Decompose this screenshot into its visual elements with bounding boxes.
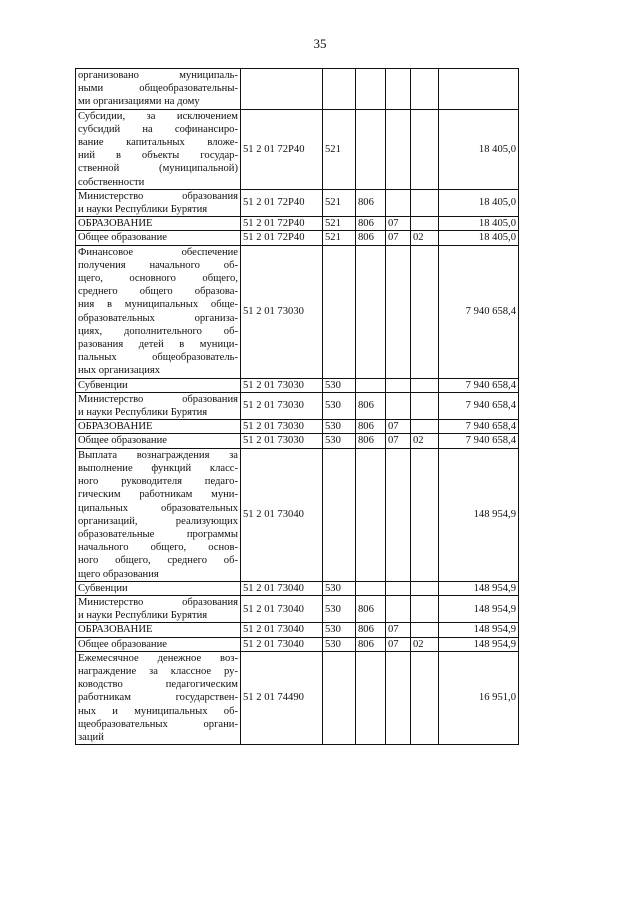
subsection-cell <box>411 420 439 434</box>
table-row <box>76 623 519 637</box>
item-name-cell <box>76 392 241 419</box>
code-cell: 51 2 01 74490 <box>241 651 323 744</box>
expense-type-cell <box>323 448 356 581</box>
amount-cell: 18 405,0 <box>439 231 519 245</box>
expense-type-cell: 530 <box>323 581 356 595</box>
amount-cell: 7 940 658,4 <box>439 434 519 448</box>
expense-type-cell: 521 <box>323 231 356 245</box>
item-name-line: выполнение функций класс- <box>78 462 238 474</box>
item-name-cell <box>76 245 241 378</box>
item-name-line: образовательные программы <box>78 528 238 540</box>
ministry-code-cell <box>356 69 386 110</box>
table-row <box>76 448 519 581</box>
section-cell: 07 <box>386 637 411 651</box>
subsection-cell <box>411 109 439 189</box>
item-name-line: среднего общего образова- <box>78 286 238 298</box>
table-row <box>76 392 519 419</box>
ministry-code-cell <box>356 378 386 392</box>
table-row <box>76 581 519 595</box>
budget-table-body <box>76 69 519 745</box>
ministry-code-cell: 806 <box>356 637 386 651</box>
ministry-code-cell: 806 <box>356 420 386 434</box>
item-name-line: Министерство образования <box>78 190 238 202</box>
item-name-cell <box>76 637 241 651</box>
item-name-line: субсидий на софинансиро- <box>78 123 238 135</box>
ministry-code-cell: 806 <box>356 595 386 622</box>
expense-type-cell: 530 <box>323 378 356 392</box>
section-cell <box>386 189 411 216</box>
table-row <box>76 189 519 216</box>
item-name-cell <box>76 189 241 216</box>
item-name-line: ных и муниципальных об- <box>78 705 238 717</box>
table-row <box>76 217 519 231</box>
table-row <box>76 245 519 378</box>
item-name-cell <box>76 109 241 189</box>
item-name-cell <box>76 420 241 434</box>
subsection-cell <box>411 595 439 622</box>
subsection-cell <box>411 245 439 378</box>
item-name-line: ОБРАЗОВАНИЕ <box>78 421 153 433</box>
item-name-line: ными общеобразовательны- <box>78 83 238 95</box>
section-cell: 07 <box>386 420 411 434</box>
amount-cell <box>439 69 519 110</box>
amount-cell: 7 940 658,4 <box>439 245 519 378</box>
item-name-line: ственной (муниципальной) <box>78 163 238 175</box>
item-name-line: организаций, реализующих <box>78 515 238 527</box>
table-row <box>76 231 519 245</box>
amount-cell: 16 951,0 <box>439 651 519 744</box>
subsection-cell <box>411 392 439 419</box>
expense-type-cell: 530 <box>323 392 356 419</box>
item-name-line: ния в муниципальных обще- <box>78 299 238 311</box>
item-name-line: ных организациях <box>78 365 161 377</box>
item-name-line: Выплата вознаграждения за <box>78 449 238 461</box>
table-row <box>76 378 519 392</box>
ministry-code-cell <box>356 245 386 378</box>
item-name-cell <box>76 651 241 744</box>
ministry-code-cell <box>356 651 386 744</box>
section-cell <box>386 595 411 622</box>
code-cell: 51 2 01 73040 <box>241 637 323 651</box>
item-name-line: циях, дополнительного об- <box>78 325 238 337</box>
subsection-cell <box>411 581 439 595</box>
item-name-line: организовано муниципаль- <box>78 70 238 81</box>
item-name-line: получения начального об- <box>78 259 238 271</box>
item-name-line: Общее образование <box>78 638 167 650</box>
subsection-cell: 02 <box>411 231 439 245</box>
item-name-line: ми организациями на дому <box>78 96 200 108</box>
item-name-line: ципальных образовательных <box>78 502 238 514</box>
expense-type-cell: 530 <box>323 595 356 622</box>
budget-table <box>75 68 519 745</box>
code-cell: 51 2 01 73030 <box>241 434 323 448</box>
code-cell: 51 2 01 73040 <box>241 623 323 637</box>
subsection-cell: 02 <box>411 637 439 651</box>
table-row <box>76 651 519 744</box>
amount-cell: 7 940 658,4 <box>439 420 519 434</box>
ministry-code-cell: 806 <box>356 217 386 231</box>
item-name-line: щего, основного общего, <box>78 273 238 285</box>
amount-cell: 18 405,0 <box>439 189 519 216</box>
section-cell <box>386 651 411 744</box>
section-cell <box>386 392 411 419</box>
item-name-line: образовательных организа- <box>78 312 238 324</box>
item-name-line: щеобразовательных органи- <box>78 718 238 730</box>
item-name-line: и науки Республики Бурятия <box>78 610 208 622</box>
code-cell: 51 2 01 73040 <box>241 581 323 595</box>
ministry-code-cell: 806 <box>356 623 386 637</box>
item-name-cell <box>76 378 241 392</box>
item-name-line: Субвенции <box>78 582 128 594</box>
item-name-line: щего образования <box>78 568 159 580</box>
expense-type-cell: 521 <box>323 217 356 231</box>
ministry-code-cell <box>356 581 386 595</box>
table-row <box>76 595 519 622</box>
page-number: 35 <box>313 36 327 51</box>
table-row <box>76 109 519 189</box>
code-cell: 51 2 01 72Р40 <box>241 217 323 231</box>
amount-cell: 148 954,9 <box>439 448 519 581</box>
item-name-line: ОБРАЗОВАНИЕ <box>78 218 153 230</box>
item-name-line: награждение за классное ру- <box>78 665 238 677</box>
section-cell <box>386 448 411 581</box>
item-name-line: ОБРАЗОВАНИЕ <box>78 624 153 636</box>
expense-type-cell: 521 <box>323 189 356 216</box>
expense-type-cell <box>323 69 356 110</box>
table-row <box>76 434 519 448</box>
item-name-cell <box>76 448 241 581</box>
item-name-line: Общее образование <box>78 435 167 447</box>
expense-type-cell: 530 <box>323 434 356 448</box>
item-name-cell <box>76 217 241 231</box>
item-name-line: ного руководителя педаго- <box>78 476 238 488</box>
subsection-cell <box>411 651 439 744</box>
amount-cell: 148 954,9 <box>439 623 519 637</box>
code-cell: 51 2 01 73040 <box>241 595 323 622</box>
subsection-cell <box>411 623 439 637</box>
expense-type-cell: 530 <box>323 420 356 434</box>
item-name-cell <box>76 231 241 245</box>
code-cell: 51 2 01 73030 <box>241 378 323 392</box>
item-name-line: и науки Республики Бурятия <box>78 204 208 216</box>
subsection-cell <box>411 217 439 231</box>
item-name-line: Общее образование <box>78 232 167 244</box>
amount-cell: 7 940 658,4 <box>439 378 519 392</box>
section-cell <box>386 581 411 595</box>
item-name-line: Финансовое обеспечение <box>78 246 238 258</box>
ministry-code-cell: 806 <box>356 231 386 245</box>
expense-type-cell <box>323 651 356 744</box>
expense-type-cell: 521 <box>323 109 356 189</box>
expense-type-cell: 530 <box>323 637 356 651</box>
table-row <box>76 69 519 110</box>
item-name-line: гическим работникам муни- <box>78 489 238 501</box>
subsection-cell <box>411 378 439 392</box>
item-name-cell <box>76 69 241 110</box>
ministry-code-cell: 806 <box>356 392 386 419</box>
code-cell: 51 2 01 73030 <box>241 420 323 434</box>
subsection-cell: 02 <box>411 434 439 448</box>
section-cell: 07 <box>386 231 411 245</box>
item-name-line: Субсидии, за исключением <box>78 110 238 122</box>
item-name-line: работникам государствен- <box>78 692 238 704</box>
code-cell: 51 2 01 73030 <box>241 392 323 419</box>
item-name-line: Министерство образования <box>78 596 238 608</box>
expense-type-cell: 530 <box>323 623 356 637</box>
ministry-code-cell: 806 <box>356 434 386 448</box>
section-cell: 07 <box>386 434 411 448</box>
section-cell: 07 <box>386 217 411 231</box>
amount-cell: 18 405,0 <box>439 109 519 189</box>
subsection-cell <box>411 69 439 110</box>
expense-type-cell <box>323 245 356 378</box>
amount-cell: 148 954,9 <box>439 595 519 622</box>
item-name-line: ного общего, среднего об- <box>78 555 238 567</box>
item-name-line: пальных общеобразователь- <box>78 352 238 364</box>
section-cell: 07 <box>386 623 411 637</box>
item-name-line: ний в объекты государ- <box>78 150 238 162</box>
section-cell <box>386 109 411 189</box>
code-cell: 51 2 01 73030 <box>241 245 323 378</box>
item-name-line: заций <box>78 731 104 743</box>
ministry-code-cell <box>356 448 386 581</box>
amount-cell: 18 405,0 <box>439 217 519 231</box>
amount-cell: 148 954,9 <box>439 637 519 651</box>
subsection-cell <box>411 448 439 581</box>
item-name-cell <box>76 434 241 448</box>
table-row <box>76 420 519 434</box>
ministry-code-cell: 806 <box>356 189 386 216</box>
code-cell: 51 2 01 72Р40 <box>241 189 323 216</box>
code-cell: 51 2 01 72Р40 <box>241 109 323 189</box>
section-cell <box>386 245 411 378</box>
table-row <box>76 637 519 651</box>
item-name-line: разования детей в муници- <box>78 339 238 351</box>
item-name-cell <box>76 595 241 622</box>
code-cell: 51 2 01 73040 <box>241 448 323 581</box>
item-name-line: ководство педагогическим <box>78 679 238 691</box>
item-name-cell <box>76 581 241 595</box>
section-cell <box>386 378 411 392</box>
code-cell <box>241 69 323 110</box>
code-cell: 51 2 01 72Р40 <box>241 231 323 245</box>
amount-cell: 7 940 658,4 <box>439 392 519 419</box>
item-name-line: и науки Республики Бурятия <box>78 407 208 419</box>
ministry-code-cell <box>356 109 386 189</box>
item-name-line: начального общего, основ- <box>78 542 238 554</box>
item-name-line: собственности <box>78 176 145 188</box>
item-name-line: вание капитальных вложе- <box>78 137 238 149</box>
item-name-line: Ежемесячное денежное воз- <box>78 652 238 664</box>
item-name-line: Субвенции <box>78 379 128 391</box>
item-name-line: Министерство образования <box>78 393 238 405</box>
section-cell <box>386 69 411 110</box>
amount-cell: 148 954,9 <box>439 581 519 595</box>
subsection-cell <box>411 189 439 216</box>
item-name-cell <box>76 623 241 637</box>
